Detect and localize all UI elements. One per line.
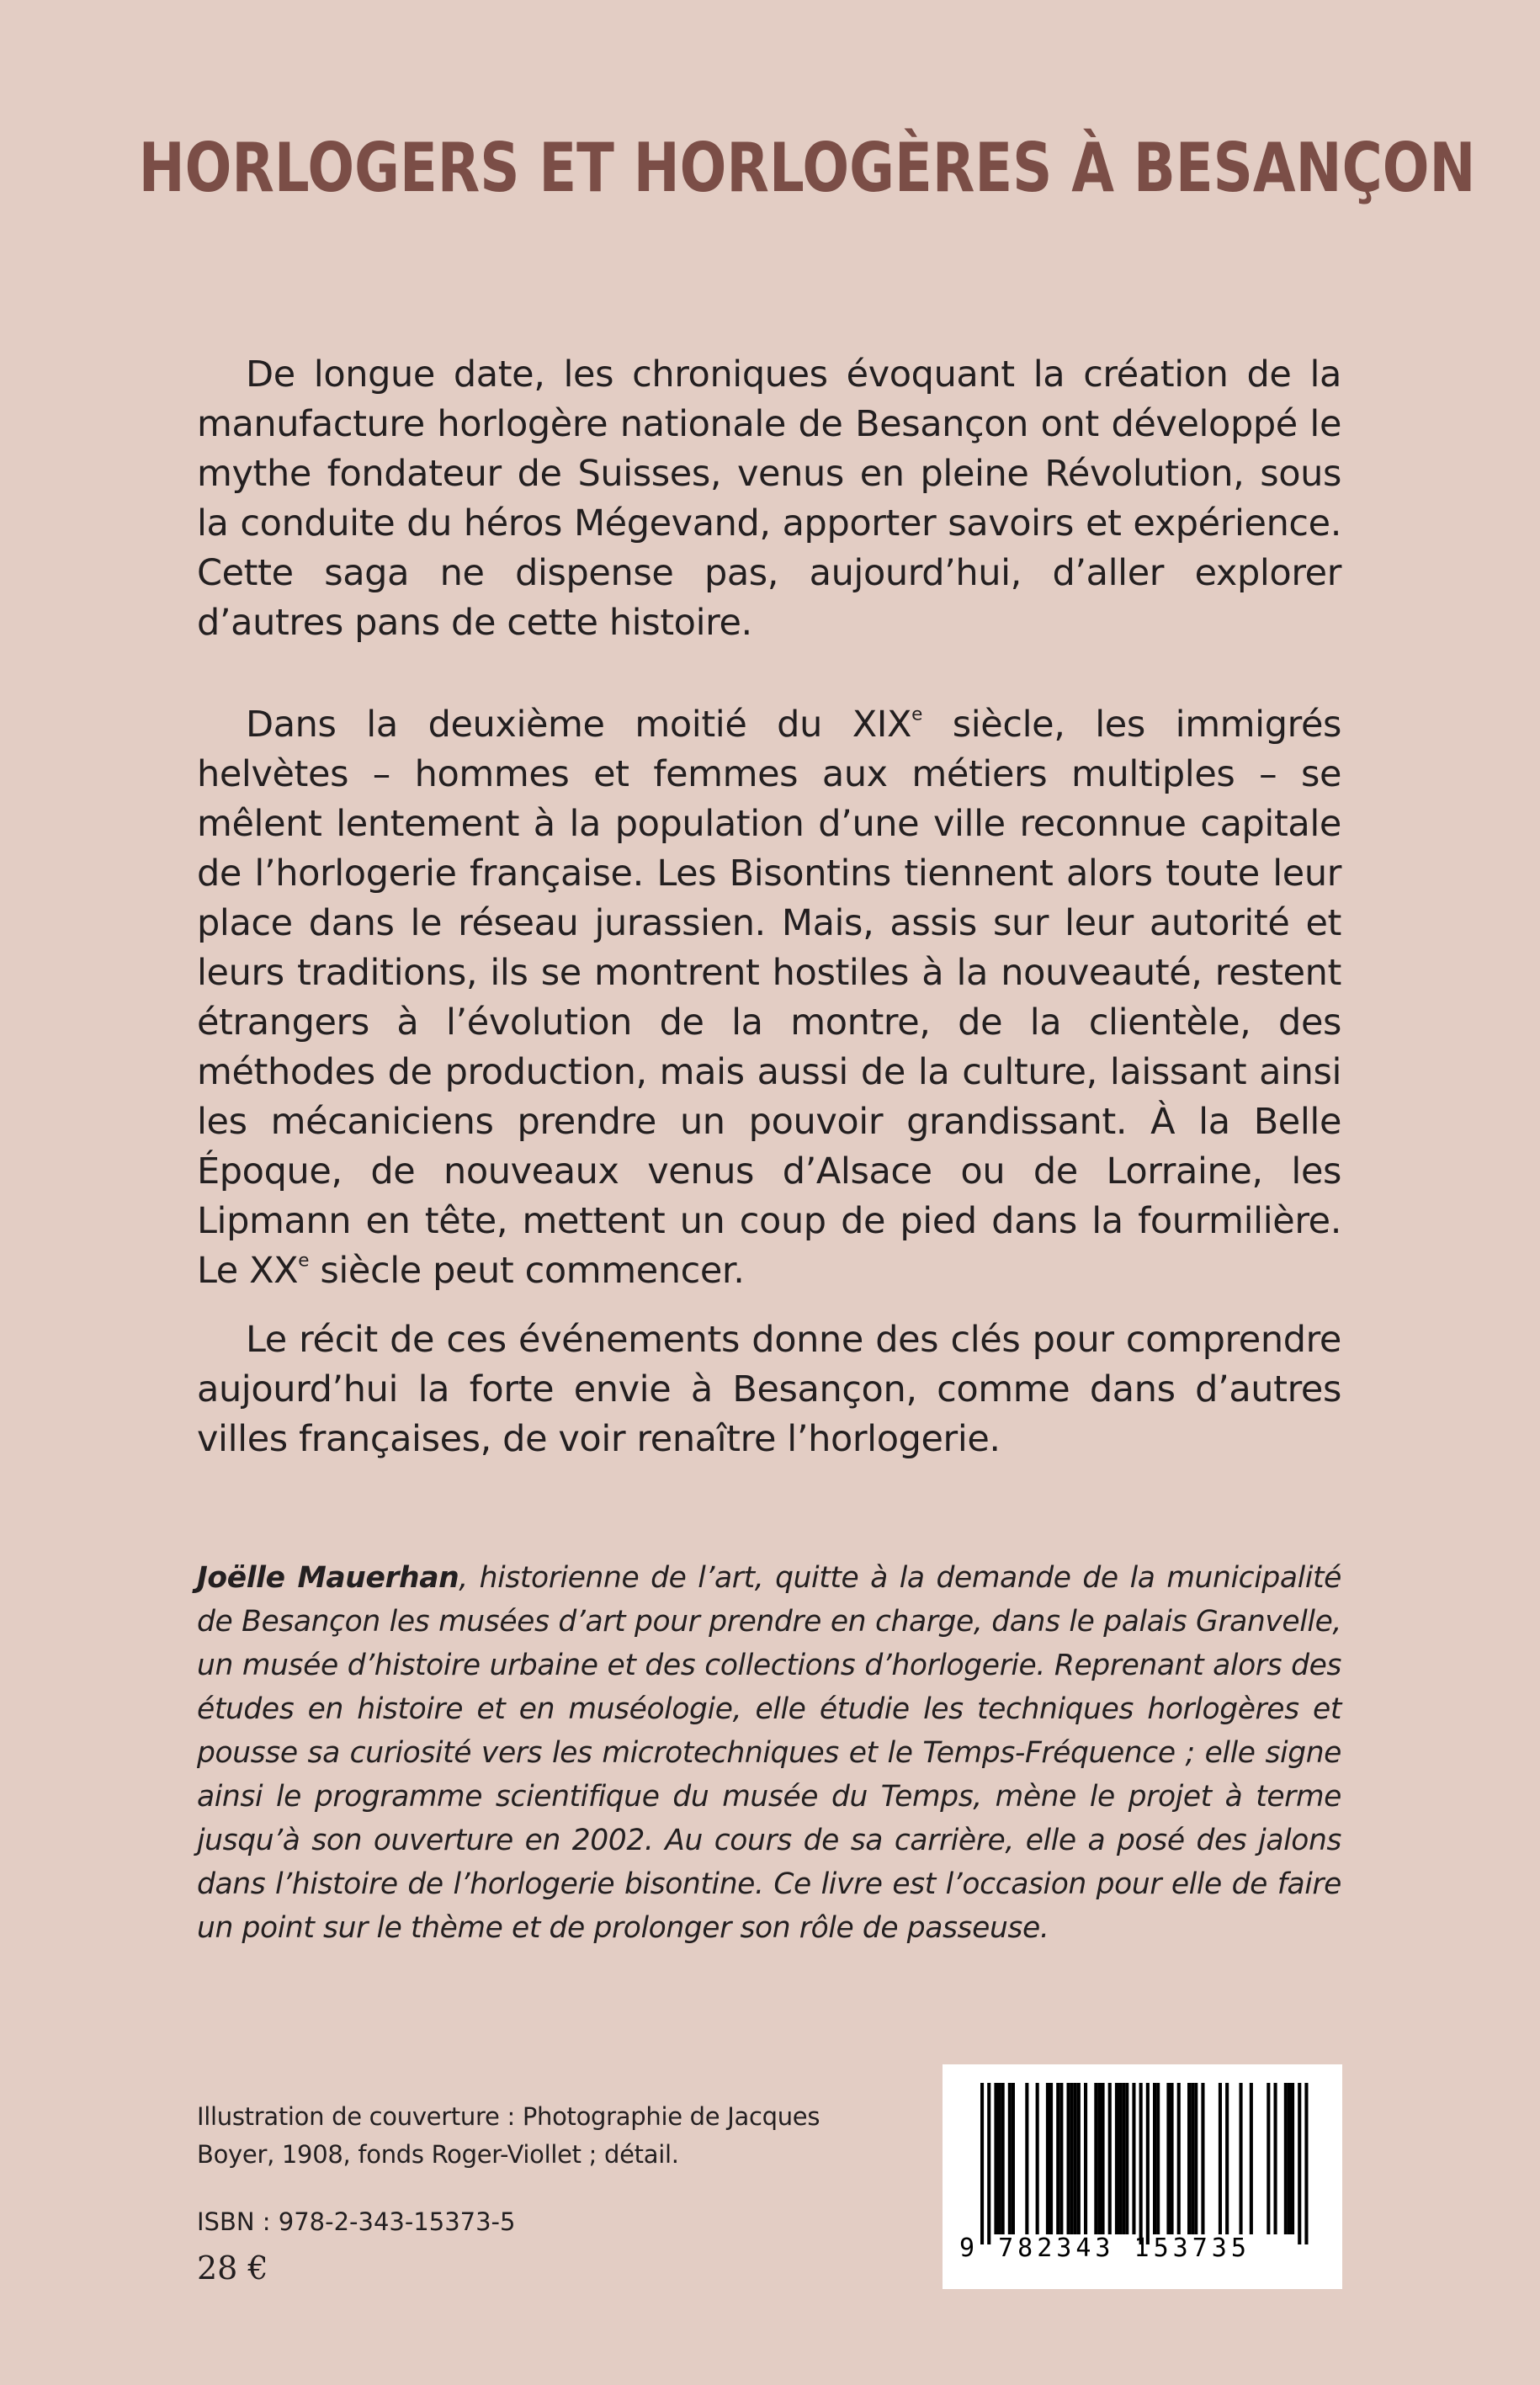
barcode-bar [1012,2083,1015,2234]
barcode-bar [1284,2083,1288,2234]
barcode-bar [1139,2083,1143,2244]
superscript-e: e [911,704,922,725]
barcode-bar [1118,2083,1122,2234]
barcode-bar [998,2083,1001,2234]
barcode-bar [1156,2083,1160,2234]
barcode-bar [1194,2083,1197,2234]
barcode-bar [1298,2083,1301,2244]
summary-paragraph-2 [197,700,1341,1296]
summary-paragraph-1-text: De longue date, les chroniques évoquant la création de la manufacture horlogère nationale de Besançon ont développé le mythe fondateur de Suisses, venus en pleine Révolution, sous la conduite du héros Mégevand, apporter savoirs et expérience. Cette saga ne dispense pas, aujourd’hui, d’aller explorer d’autres pans de cette histoire. [197,353,1341,644]
summary-paragraph-3-text: Le récit de ces événements donne des clés pour comprendre aujourd’hui la forte envie à Besançon, comme dans d’autres villes françaises, de voir renaître l’horlogerie. [197,1319,1341,1460]
barcode-bar [1122,2083,1125,2234]
barcode-bar [1250,2083,1253,2234]
author-name: Joëlle Mauerhan [197,1561,459,1595]
barcode-bar [1008,2083,1012,2234]
summary-paragraph-3 [197,1315,1341,1464]
barcode-bar [1115,2083,1118,2234]
isbn: ISBN : 978-2-343-15373-5 [197,2207,516,2236]
barcode-bar [1074,2083,1077,2234]
barcode-bar [994,2083,997,2234]
barcode-bar [1001,2083,1005,2234]
summary-paragraph-2-text-c: siècle peut commencer. [309,1250,745,1292]
barcode-bar [1084,2083,1087,2234]
barcode-bar [1191,2083,1194,2234]
barcode-bar [1077,2083,1081,2234]
barcode-bar [1146,2083,1150,2244]
barcode-bar [1046,2083,1049,2234]
barcode-bar [1187,2083,1191,2234]
barcode-bar [1225,2083,1229,2234]
barcode-bar [1036,2083,1039,2234]
barcode-bar [987,2083,990,2244]
barcode-bar [1132,2083,1135,2234]
summary-paragraph-2-text-a: Dans la deuxième moitié du XIX [246,704,912,746]
barcode-bar [1125,2083,1128,2234]
barcode [943,2064,1342,2289]
barcode-bar [1025,2083,1028,2234]
barcode-bar [1219,2083,1222,2234]
barcode-bar [1291,2083,1294,2234]
superscript-e: e [298,1250,310,1272]
barcode-bar [980,2083,984,2244]
book-title: HORLOGERS ET HORLOGÈRES À BESANÇON [138,129,1476,207]
summary-paragraph-2-text-b: siècle, les immigrés helvètes – hommes et femmes aux métiers multiples – se mêlent lentement à la population d’une ville reconnue capitale de l’horlogerie française. Les Bisontins tiennent alors toute leur place dans le réseau jurassien. Mais, assis sur leur autorité et leurs traditions, ils se montrent hostiles à la nouveauté, restent étrangers à l’évolution de la montre, de la clientèle, des méthodes de production, mais aussi de la culture, laissant ainsi les mécaniciens prendre un pouvoir grandissant. À la Belle Époque, de nouveaux venus d’Alsace ou de Lorraine, les Lipmann en tête, mettent un coup de pied dans la fourmilière. Le XX [197,704,1342,1292]
barcode-bar [1067,2083,1070,2234]
barcode-bar [1274,2083,1277,2234]
barcode-bar [1177,2083,1181,2234]
barcode-bar [1171,2083,1174,2234]
barcode-bar [1201,2083,1204,2234]
author-bio-text: , historienne de l’art, quitte à la demande de la municipalité de Besançon les musées d’art pour prendre en charge, dans le palais Granvelle, un musée d’histoire urbaine et des collections d’horlogerie. Reprenant alors des études en histoire et en muséologie, elle étudie les techniques horlogères et pousse sa curiosité vers les microtechniques et le Temps-Fréquence ; elle signe ainsi le programme scientifique du musée du Temps, mène le projet à terme jusqu’à son ouverture en 2002. Au cours de sa carrière, elle a posé des jalons dans l’histoire de l’horlogerie bisontine. Ce livre est l’occasion pour elle de faire un point sur le thème et de prolonger son rôle de passeuse. [197,1561,1341,1945]
barcode-bar [1070,2083,1074,2234]
barcode-bar [1094,2083,1097,2234]
cover-credit: Illustration de couverture : Photographie de Jacques Boyer, 1908, fonds Roger-Viollet ; détail. [197,2102,820,2169]
author-bio [197,1556,1341,1950]
barcode-bar [1267,2083,1270,2234]
price: 28 € [197,2250,268,2287]
barcode-bar [1059,2083,1063,2234]
barcode-bar [1153,2083,1156,2234]
barcode-bar [1240,2083,1243,2234]
barcode-digits: 9 782343 153735 [959,2234,1251,2263]
summary-paragraph-1 [197,350,1341,648]
barcode-bar [1108,2083,1112,2234]
barcode-bar [1288,2083,1291,2234]
barcode-bar [1304,2083,1308,2244]
barcode-bar [1102,2083,1105,2234]
barcode-bar [1056,2083,1059,2234]
barcode-bar [1049,2083,1053,2234]
barcode-bar [1166,2083,1170,2234]
barcode-bar [1097,2083,1101,2234]
